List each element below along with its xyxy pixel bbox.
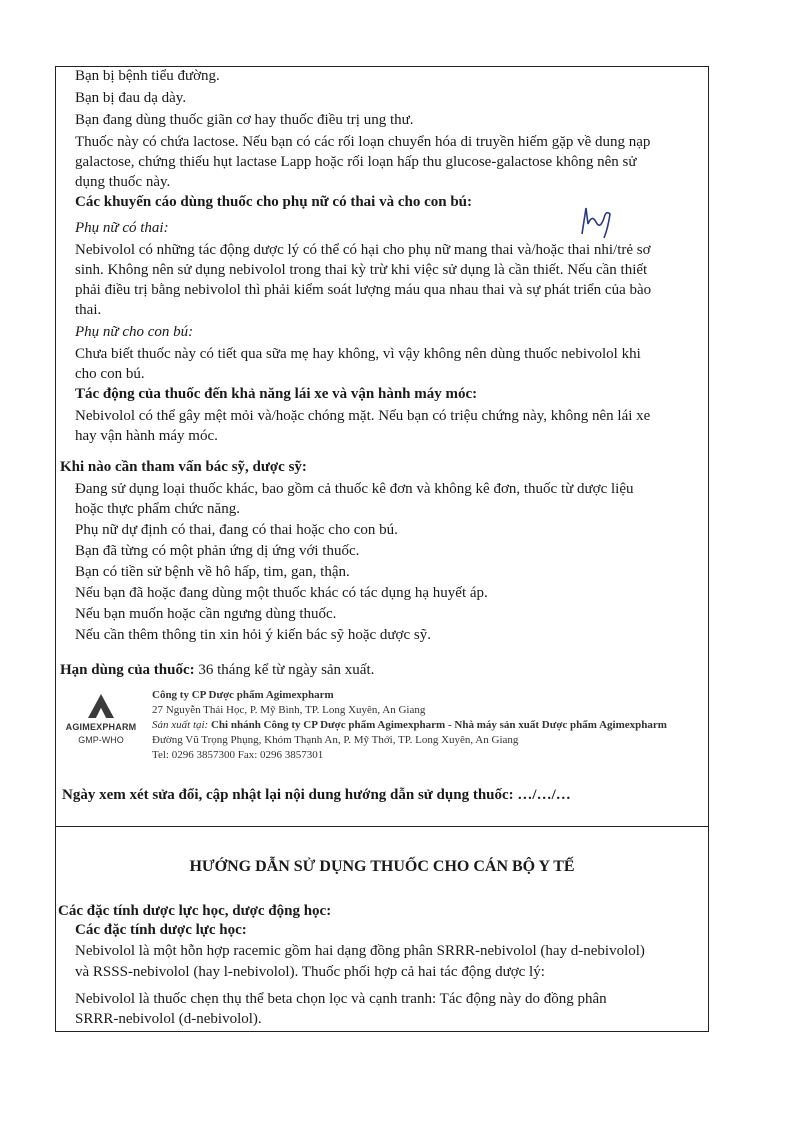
logo-name: AGIMEXPHARM — [65, 722, 137, 732]
list-item: Phụ nữ dự định có thai, đang có thai hoặc cho con bú. — [75, 522, 398, 538]
list-item: Nếu bạn muốn hoặc cần ngưng dùng thuốc. — [75, 606, 337, 622]
list-item: Nếu bạn đã hoặc đang dùng một thuốc khác có tác dụng hạ huyết áp. — [75, 585, 488, 601]
shelf-life-value: 36 tháng kể từ ngày sản xuất. — [194, 662, 375, 678]
pharmacology-heading: Các đặc tính dược lực học, dược động học: — [58, 903, 332, 919]
text-line: Nebivolol là thuốc chẹn thụ thể beta chọn lọc và cạnh tranh: Tác động này do đồng phân — [75, 991, 607, 1007]
list-item: Nếu cần thêm thông tin xin hỏi ý kiến bác sỹ hoặc dược sỹ. — [75, 627, 431, 643]
driving-heading: Tác động của thuốc đến khả năng lái xe và vận hành máy móc: — [75, 386, 478, 402]
company-name: Công ty CP Dược phẩm Agimexpharm — [152, 689, 334, 701]
section-divider — [55, 826, 709, 827]
agimexpharm-logo-icon — [60, 690, 142, 722]
logo-gmp: GMP-WHO — [78, 735, 124, 745]
consult-heading: Khi nào cần tham vấn bác sỹ, dược sỹ: — [60, 459, 307, 475]
mfg-site: Chi nhánh Công ty CP Dược phẩm Agimexpharm - Nhà máy sản xuất Dược phẩm Agimexpharm — [208, 719, 667, 731]
breastfeeding-label: Phụ nữ cho con bú: — [75, 324, 194, 340]
text-line: Nebivolol có những tác động dược lý có thể có hại cho phụ nữ mang thai và/hoặc thai nhi/trẻ sơ — [75, 242, 651, 258]
text-line: Nebivolol là một hỗn hợp racemic gồm hai dạng đồng phân SRRR-nebivolol (hay d-nebivolol) — [75, 943, 645, 959]
company-logo — [60, 690, 142, 750]
list-item: Đang sử dụng loại thuốc khác, bao gồm cả thuốc kê đơn và không kê đơn, thuốc từ dược liệu — [75, 481, 634, 497]
text-line: hay vận hành máy móc. — [75, 428, 218, 444]
text-line: Chưa biết thuốc này có tiết qua sữa mẹ hay không, vì vậy không nên dùng thuốc nebivolol khi — [75, 346, 641, 362]
text-line: Bạn bị bệnh tiểu đường. — [75, 68, 220, 84]
text-line: và RSSS-nebivolol (hay l-nebivolol). Thuốc phối hợp cả hai tác động dược lý: — [75, 964, 545, 980]
text-line: galactose, chứng thiếu hụt lactase Lapp hoặc rối loạn hấp thu glucose-galactose không nên sử — [75, 154, 637, 170]
text-line: Bạn bị đau dạ dày. — [75, 90, 187, 106]
shelf-life-label: Hạn dùng của thuốc: — [60, 662, 195, 678]
pharmacodynamics-heading: Các đặc tính dược lực học: — [75, 922, 247, 938]
pregnant-label: Phụ nữ có thai: — [75, 220, 169, 236]
shelf-life — [60, 660, 374, 681]
text-line: thai. — [75, 302, 102, 318]
text-line: Bạn đang dùng thuốc giãn cơ hay thuốc điều trị ung thư. — [75, 112, 414, 128]
mfg-label: Sản xuất tại: — [152, 719, 209, 731]
text-line: dụng thuốc này. — [75, 174, 171, 190]
text-line: Thuốc này có chứa lactose. Nếu bạn có các rối loạn chuyển hóa di truyền hiếm gặp về dung nạp — [75, 134, 651, 150]
text-line: Nebivolol có thể gây mệt mỏi và/hoặc chóng mặt. Nếu bạn có triệu chứng này, không nên lái xe — [75, 408, 651, 424]
text-line: sinh. Không nên sử dụng nebivolol trong thai kỳ trừ khi việc sử dụng là cần thiết. Nếu cần thiết — [75, 262, 648, 278]
revision-date: Ngày xem xét sửa đổi, cập nhật lại nội dung hướng dẫn sử dụng thuốc: …/…/… — [62, 787, 571, 803]
signature-mark — [578, 204, 618, 240]
list-item: hoặc thực phẩm chức năng. — [75, 501, 240, 517]
pregnancy-heading: Các khuyến cáo dùng thuốc cho phụ nữ có thai và cho con bú: — [75, 194, 473, 210]
list-item: Bạn đã từng có một phản ứng dị ứng với thuốc. — [75, 543, 360, 559]
manufacturing-site — [152, 718, 667, 732]
company-address: 27 Nguyễn Thái Học, P. Mỹ Bình, TP. Long Xuyên, An Giang — [152, 704, 426, 716]
manufacturing-address: Đường Vũ Trọng Phụng, Khóm Thạnh An, P. Mỹ Thới, TP. Long Xuyên, An Giang — [152, 734, 519, 746]
company-contact: Tel: 0296 3857300 Fax: 0296 3857301 — [152, 749, 324, 761]
text-line: cho con bú. — [75, 366, 145, 382]
text-line: phải điều trị bằng nebivolol thì phải kiểm soát lượng máu qua nhau thai và sự phát triển của bào — [75, 282, 652, 298]
text-line: SRRR-nebivolol (d-nebivolol). — [75, 1011, 262, 1027]
professional-title: HƯỚNG DẪN SỬ DỤNG THUỐC CHO CÁN BỘ Y TẾ — [189, 858, 575, 875]
list-item: Bạn có tiền sử bệnh về hô hấp, tim, gan, thận. — [75, 564, 350, 580]
